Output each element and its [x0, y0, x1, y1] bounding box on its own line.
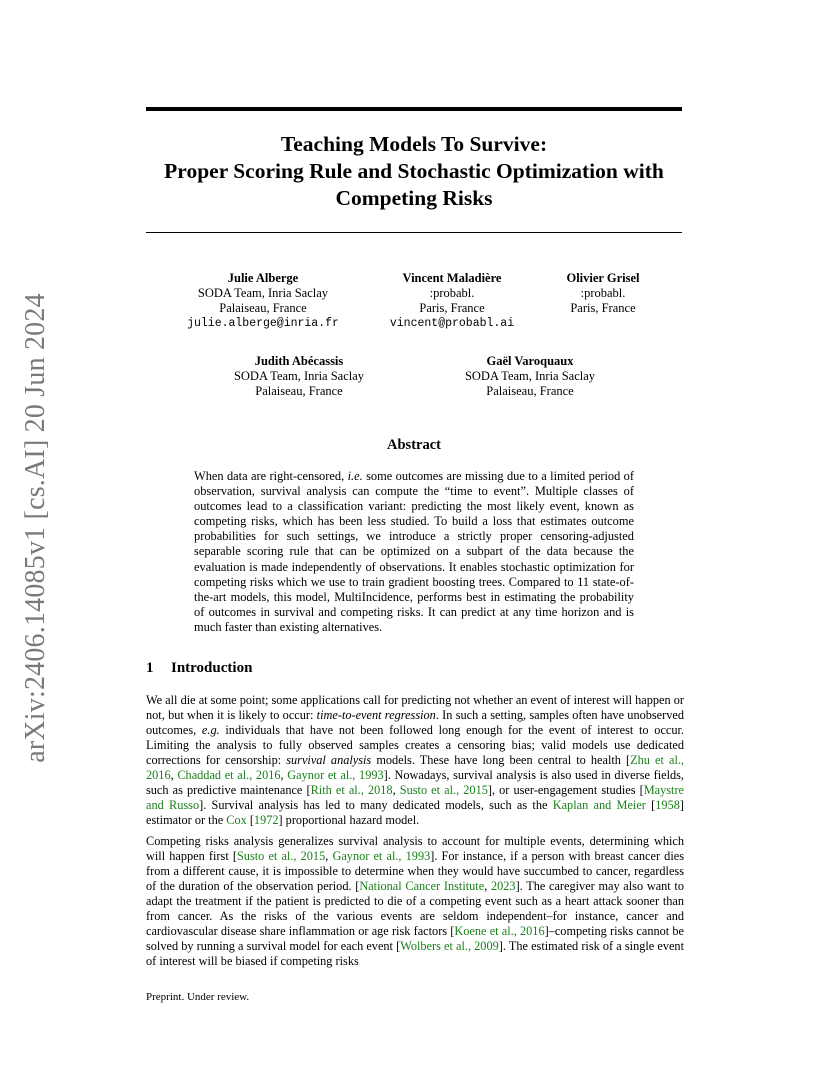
abstract-text: When data are right-censored, — [194, 469, 348, 483]
body-text: ] estimator or the — [146, 798, 684, 828]
author-name: Olivier Grisel — [566, 271, 640, 285]
author-grisel — [566, 271, 639, 316]
citation-link[interactable]: Rith et al., 2018 — [310, 783, 393, 798]
arxiv-id: arXiv:2406.14085v1 [cs.AI] 20 Jun 2024 — [20, 293, 51, 763]
abstract-text: some outcomes are missing due to a limited period of observation, survival analysis can compute the “time to event”. Multiple classes of outcomes lead to a classification variant: predicting the most likely event, known as competing risks, which has been less studied. To build a loss that estimates outcome probabilities for such settings, we introduce a strictly proper censoring-adjusted separable scoring rule that can be optimized on a subpart of the data because the evaluation is made independently of observations. It enables stochastic optimization for competing risks which we use to train gradient boosting trees. Compared to 11 state-of-the-art models, this model, MultiIncidence, performs best in estimating the probability of outcomes in survival and competing risks. It can predict at any time horizon and is much faster than existing alternatives. — [194, 469, 634, 634]
citation-link[interactable]: Wolbers et al., 2009 — [400, 939, 499, 954]
citation-link[interactable]: Gaynor et al., 1993 — [287, 768, 384, 783]
title-line-1: Teaching Models To Survive: — [280, 132, 548, 156]
title-line-3: Competing Risks — [335, 186, 493, 210]
body-text: ] proportional hazard model. — [278, 813, 420, 828]
author-varoquaux — [465, 354, 595, 399]
citation-link[interactable]: 1958 — [655, 798, 680, 813]
author-affiliation: SODA Team, Inria Saclay — [197, 286, 329, 300]
paper-title — [146, 131, 682, 212]
author-email[interactable]: julie.alberge@inria.fr — [187, 317, 339, 330]
body-text: . In such a setting, samples often have unobserved outcomes, — [146, 708, 684, 738]
author-location: Palaiseau, France — [219, 301, 307, 315]
author-location: Paris, France — [419, 301, 485, 315]
page-footer: Preprint. Under review. — [146, 991, 250, 1003]
title-bottom-rule — [146, 232, 682, 233]
author-name: Vincent Maladière — [402, 271, 502, 285]
section-number: 1 — [146, 660, 154, 676]
citation-link[interactable]: 2023 — [490, 879, 516, 894]
body-text: ]. For instance, if a person with breast cancer dies from a different cause, it is impossible to determine when they would have succumbed to cancer, regardless of the duration of the observation period. [ — [146, 849, 684, 894]
citation-link[interactable]: Zhu et al., 2016 — [146, 753, 685, 783]
body-text: [ — [246, 813, 254, 828]
intro-paragraph-2: Competing risks analysis generalizes survival analysis to account for multiple events, determining which will happen first [Susto et al., 2015, Gaynor et al., 1993]. For instance, if a person with breast cancer dies from a different cause, it is impossible to determine when they would have succumbed to cancer, regardless of the duration of the observation period. [National Cancer Institute, 2023]. The caregiver may also want to adapt the treatment if the patient is predicted to die of a competing event such as a heart attack sooner than from cancer. As the risks of the various events are seldom independent–for instance, cancer and cardiovascular disease share inflammation or age risk factors [Koene et al., 2016]–competing risks cannot be solved by running a survival model for each event [Wolbers et al., 2009]. The estimated risk of a single event of interest will be biased if competing risks — [146, 834, 685, 969]
body-text: ]. The estimated risk of a single event of interest will be biased if competing risks — [146, 939, 684, 969]
author-location: Palaiseau, France — [486, 384, 574, 398]
author-name: Julie Alberge — [227, 271, 299, 285]
body-text: ]. Survival analysis has led to many dedicated models, such as the — [199, 798, 553, 813]
author-affiliation: SODA Team, Inria Saclay — [233, 369, 365, 383]
body-text: ]. The caregiver may also want to adapt the treatment if the patient is predicted to die of a competing event such as a heart attack sooner than from cancer. As the risks of the various events are seldom independent–for instance, cancer and cardiovascular disease share inflammation or age risk factors [ — [146, 879, 684, 939]
author-affiliation: :probabl. — [429, 286, 475, 300]
body-text: models. These have long been central to health [ — [371, 753, 631, 768]
author-maladiere — [390, 271, 514, 331]
author-name: Judith Abécassis — [254, 354, 344, 368]
intro-paragraph-1: We all die at some point; some applications call for predicting not whether an event of interest will happen or not, but when it is likely to occur: time-to-event regression. In such a setting, samples often have unobserved outcomes, e.g. individuals that have not been followed long enough for the event of interest to occur. Limiting the analysis to fully observed samples creates a censoring bias; valid models use dedicated corrections for censorship: survival analysis models. These have long been central to health [Zhu et al., 2016, Chaddad et al., 2016, Gaynor et al., 1993]. Nowadays, survival analysis is also used in diverse fields, such as predictive maintenance [Rith et al., 2018, Susto et al., 2015], or user-engagement studies [Maystre and Russo]. Survival analysis has led to many dedicated models, such as the Kaplan and Meier [1958] estimator or the Cox [1972] proportional hazard model. — [146, 693, 685, 828]
citation-link[interactable]: 1972 — [253, 813, 279, 828]
body-text: We all die at some point; some applications call for predicting not whether an event of interest will happen or not, but when it is likely to occur: — [146, 693, 684, 723]
section-title: Introduction — [171, 660, 253, 676]
citation-link[interactable]: Kaplan and Meier — [552, 798, 646, 813]
body-text: ]. Nowadays, survival analysis is also used in diverse fields, such as predictive maintenance [ — [146, 768, 684, 798]
body-text: ], or user-engagement studies [ — [487, 783, 644, 798]
body-text: [ — [645, 798, 656, 813]
body-text: individuals that have not been followed long enough for the event of interest to occur. Limiting the analysis to fully observed samples creates a censoring bias; valid models use dedicated corrections for censorship: — [146, 723, 684, 768]
abstract-text-italic: i.e. — [347, 469, 363, 483]
citation-link[interactable]: Chaddad et al., 2016 — [177, 768, 281, 783]
citation-link[interactable]: Maystre and Russo — [146, 783, 684, 813]
author-email[interactable]: vincent@probabl.ai — [389, 317, 515, 330]
body-text-italic: e.g. — [201, 723, 220, 738]
author-name: Gaël Varoquaux — [486, 354, 574, 368]
body-text: ]–competing risks cannot be solved by running a survival model for each event [ — [146, 924, 685, 954]
citation-link[interactable]: Susto et al., 2015 — [236, 849, 326, 864]
title-line-2: Proper Scoring Rule and Stochastic Optimization with — [164, 159, 664, 183]
title-top-rule — [146, 107, 682, 111]
abstract-heading: Abstract — [387, 437, 441, 453]
citation-link[interactable]: Susto et al., 2015 — [399, 783, 488, 798]
author-alberge — [187, 271, 339, 331]
citation-link[interactable]: National Cancer Institute — [359, 879, 485, 894]
citation-link[interactable]: Gaynor et al., 1993 — [332, 849, 431, 864]
citation-link[interactable]: Cox — [226, 813, 247, 828]
section-heading-introduction — [146, 660, 252, 677]
citation-link[interactable]: Koene et al., 2016 — [454, 924, 545, 939]
body-text-italic: time-to-event regression — [316, 708, 436, 723]
author-location: Paris, France — [570, 301, 636, 315]
body-text-italic: survival analysis — [286, 753, 372, 768]
body-text: Competing risks analysis generalizes survival analysis to account for multiple events, determining which will happen first [ — [146, 834, 684, 864]
author-abecassis — [234, 354, 364, 399]
author-location: Palaiseau, France — [255, 384, 343, 398]
abstract-body — [194, 469, 634, 635]
author-affiliation: SODA Team, Inria Saclay — [464, 369, 596, 383]
author-affiliation: :probabl. — [580, 286, 626, 300]
